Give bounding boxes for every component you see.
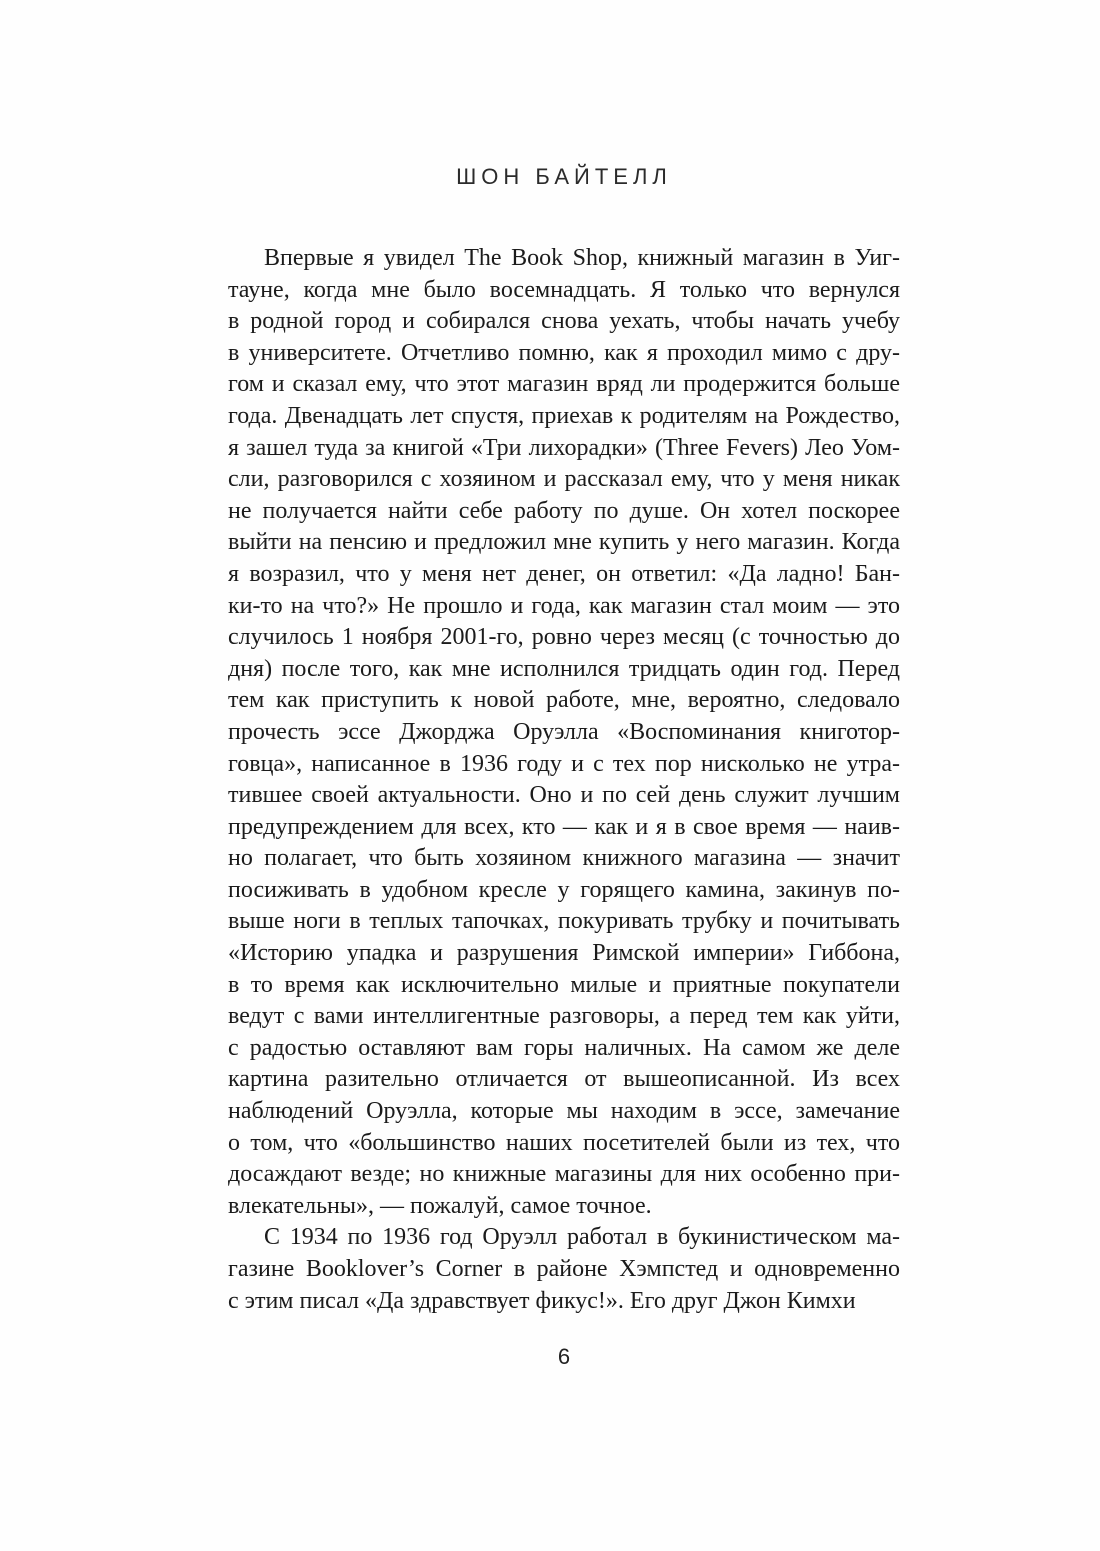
body-text xyxy=(228,243,900,1317)
text-line: с радостью оставляют вам горы наличных. На самом же деле xyxy=(228,1034,900,1061)
text-line: гом и сказал ему, что этот магазин вряд ли продержится больше xyxy=(228,371,900,398)
text-line: влекательны», — пожалуй, самое точное. xyxy=(228,1192,652,1219)
text-line: С 1934 по 1936 год Оруэлл работал в букинистическом ма- xyxy=(264,1224,900,1251)
text-line: тем как приступить к новой работе, мне, вероятно, следовало xyxy=(228,687,900,714)
text-line: прочесть эссе Джорджа Оруэлла «Воспоминания книготор- xyxy=(228,718,900,745)
text-line: случилось 1 ноября 2001-го, ровно через месяц (с точностью до xyxy=(228,624,900,651)
text-line: в то время как исключительно милые и приятные покупатели xyxy=(228,971,900,998)
text-line: я возразил, что у меня нет денег, он ответил: «Да ладно! Бан- xyxy=(228,560,900,587)
text-line: Впервые я увидел The Book Shop, книжный магазин в Уиг- xyxy=(264,245,900,271)
text-line: предупреждением для всех, кто — как и я в свое время — наив- xyxy=(228,813,900,840)
text-line: ки-то на что?» Не прошло и года, как магазин стал моим — это xyxy=(228,592,900,619)
text-line: наблюдений Оруэлла, которые мы находим в эссе, замечание xyxy=(228,1098,900,1125)
text-line: говца», написанное в 1936 году и с тех пор нисколько не утра- xyxy=(228,750,900,777)
text-line: но полагает, что быть хозяином книжного магазина — значит xyxy=(228,845,900,872)
text-line: не получается найти себе работу по душе. Он хотел поскорее xyxy=(228,497,900,524)
text-line: ведут с вами интеллигентные разговоры, а перед тем как уйти, xyxy=(228,1003,900,1030)
text-line: я зашел туда за книгой «Три лихорадки» (Three Fevers) Лео Уом- xyxy=(228,434,900,461)
text-line: дня) после того, как мне исполнился тридцать один год. Перед xyxy=(228,655,900,682)
text-line: выше ноги в теплых тапочках, покуривать трубку и почитывать xyxy=(228,908,900,935)
text-line: года. Двенадцать лет спустя, приехав к родителям на Рождество, xyxy=(228,402,900,429)
text-line: картина разительно отличается от вышеописанной. Из всех xyxy=(228,1066,900,1093)
running-header: ШОН БАЙТЕЛЛ xyxy=(456,164,672,189)
text-line: выйти на пенсию и предложил мне купить у него магазин. Когда xyxy=(228,529,900,556)
text-line: в родной город и собирался снова уехать, чтобы начать учебу xyxy=(228,308,900,335)
text-line: о том, что «большинство наших посетителей были из тех, что xyxy=(228,1129,900,1156)
text-line: с этим писал «Да здравствует фикус!». Его друг Джон Кимхи xyxy=(228,1287,856,1314)
text-column xyxy=(228,0,900,1370)
text-line: посиживать в удобном кресле у горящего камина, закинув по- xyxy=(228,876,900,903)
text-line: досаждают везде; но книжные магазины для них особенно при- xyxy=(228,1161,900,1188)
text-line: «Историю упадка и разрушения Римской империи» Гиббона, xyxy=(228,940,900,967)
text-line: сли, разговорился с хозяином и рассказал ему, что у меня никак xyxy=(228,466,900,493)
text-line: тауне, когда мне было восемнадцать. Я только что вернулся xyxy=(228,276,900,303)
page-number: 6 xyxy=(557,1344,571,1370)
text-line: газине Booklover’s Corner в районе Хэмпстед и одновременно xyxy=(228,1256,900,1282)
text-line: в университете. Отчетливо помню, как я проходил мимо с дру- xyxy=(228,339,900,366)
text-line: тившее своей актуальности. Оно и по сей день служит лучшим xyxy=(228,782,900,809)
